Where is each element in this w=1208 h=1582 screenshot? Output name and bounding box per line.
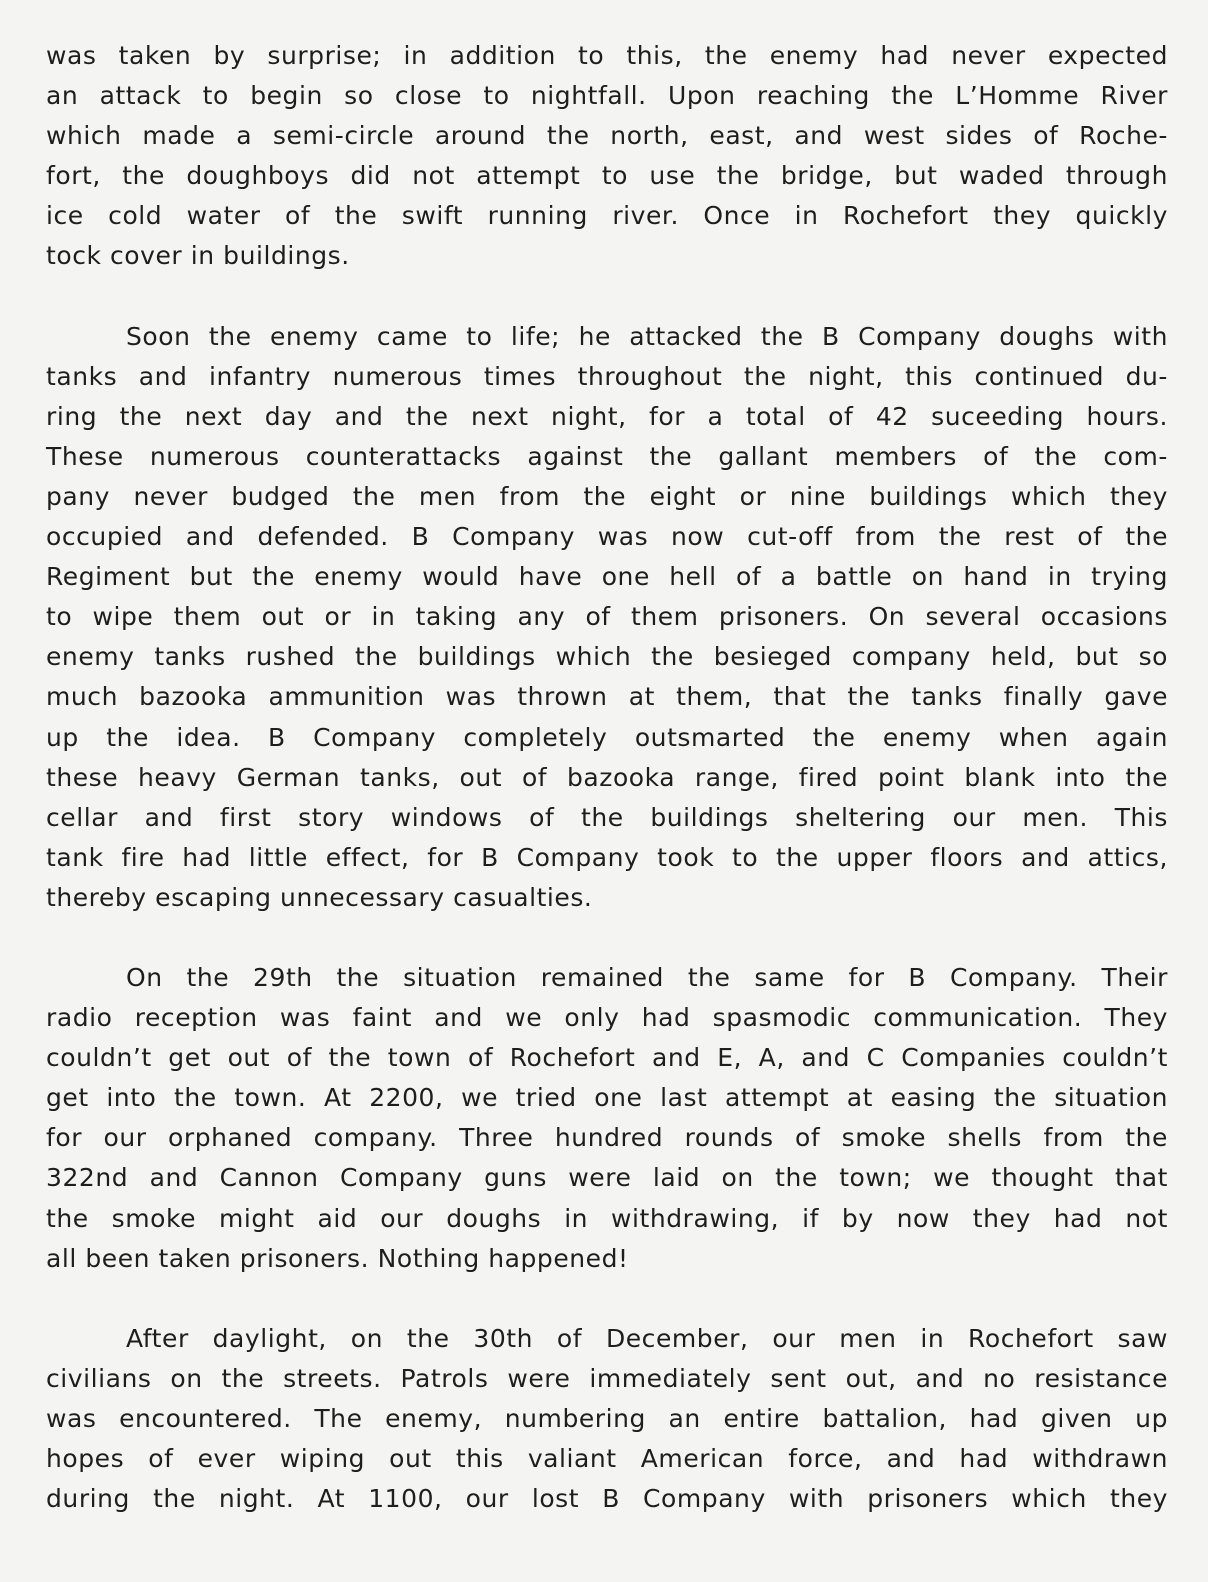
text-line: enemy tanks rushed the buildings which the besieged company held, but so [46,642,1168,672]
text-line: These numerous counterattacks against the gallant members of the com- [46,441,1168,471]
text-line: much bazooka ammunition was thrown at them, that the tanks finally gave [46,682,1168,712]
text-line: tock cover in buildings. [46,241,350,271]
paragraph-2 [46,317,1168,918]
text-line: the smoke might aid our doughs in withdrawing, if by now they had not [46,1203,1168,1233]
text-line: thereby escaping unnecessary casualties. [46,882,593,912]
text-line: all been taken prisoners. Nothing happened! [46,1243,629,1273]
paragraph-gap [46,277,1168,317]
text-line: up the idea. B Company completely outsmarted the enemy when again [46,722,1168,752]
text-line: radio reception was faint and we only had spasmodic communication. They [46,1003,1168,1033]
text-line: After daylight, on the 30th of December, our men in Rochefort saw [126,1323,1168,1353]
text-line: pany never budged the men from the eight or nine buildings which they [46,481,1168,511]
paragraph-4 [46,1319,1168,1519]
text-line: during the night. At 1100, our lost B Company with prisoners which they [46,1484,1168,1514]
text-line: for our orphaned company. Three hundred rounds of smoke shells from the [46,1123,1168,1153]
text-line: tank fire had little effect, for B Company took to the upper floors and attics, [46,842,1168,872]
text-line: 322nd and Cannon Company guns were laid on the town; we thought that [46,1163,1168,1193]
paragraph-3 [46,958,1168,1279]
text-line: couldn’t get out of the town of Rochefort and E, A, and C Companies couldn’t [46,1043,1168,1073]
paragraph-1 [46,36,1168,277]
text-line: fort, the doughboys did not attempt to use the bridge, but waded through [46,161,1168,191]
text-line: occupied and defended. B Company was now cut-off from the rest of the [46,522,1168,552]
text-line: to wipe them out or in taking any of them prisoners. On several occasions [46,602,1168,632]
text-line: which made a semi-circle around the north, east, and west sides of Roche- [46,121,1168,151]
text-line: On the 29th the situation remained the same for B Company. Their [126,962,1168,992]
text-line: ring the next day and the next night, for a total of 42 suceeding hours. [46,401,1168,431]
paragraph-gap [46,918,1168,958]
text-line: hopes of ever wiping out this valiant American force, and had withdrawn [46,1444,1168,1473]
text-line: was taken by surprise; in addition to this, the enemy had never expected [46,41,1168,70]
text-line: ice cold water of the swift running river. Once in Rochefort they quickly [46,201,1168,231]
text-line: tanks and infantry numerous times throughout the night, this continued du- [46,361,1168,391]
text-line: an attack to begin so close to nightfall. Upon reaching the L’Homme River [46,81,1168,111]
document-page [46,36,1168,1519]
text-line: these heavy German tanks, out of bazooka range, fired point blank into the [46,762,1168,792]
text-line: was encountered. The enemy, numbering an entire battalion, had given up [46,1403,1168,1433]
text-line: get into the town. At 2200, we tried one last attempt at easing the situation [46,1083,1168,1113]
text-line: cellar and first story windows of the buildings sheltering our men. This [46,802,1168,832]
text-line: civilians on the streets. Patrols were immediately sent out, and no resistance [46,1363,1168,1393]
paragraph-gap [46,1279,1168,1319]
text-line: Soon the enemy came to life; he attacked the B Company doughs with [126,321,1168,351]
text-line: Regiment but the enemy would have one hell of a battle on hand in trying [46,562,1168,592]
